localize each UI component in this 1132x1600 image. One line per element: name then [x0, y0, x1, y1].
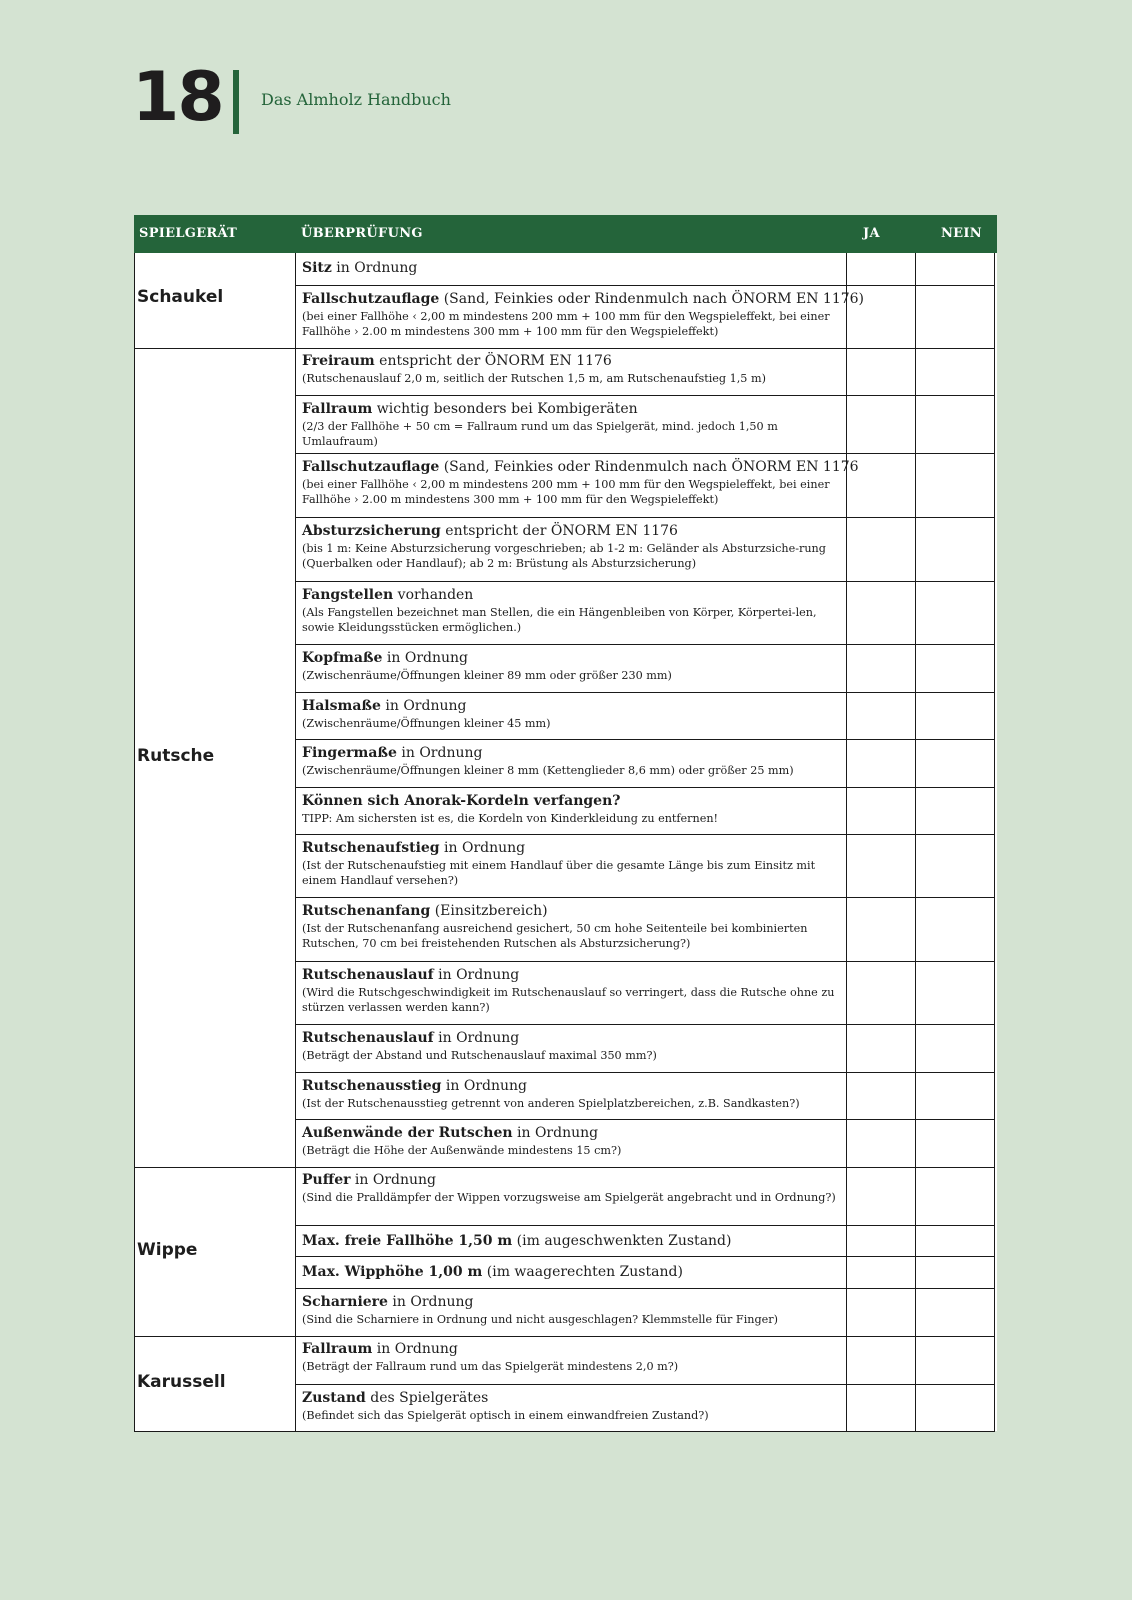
check-title-bold: Rutschenanfang: [302, 903, 431, 919]
check-title-rest: in Ordnung: [396, 745, 483, 761]
check-title-bold: Scharniere: [302, 1294, 388, 1310]
yes-checkbox-cell[interactable]: [846, 1336, 916, 1384]
check-title-bold: Max. freie Fallhöhe 1,50 m: [302, 1233, 513, 1249]
check-title: [302, 1124, 840, 1142]
check-note: (bei einer Fallhöhe ‹ 2,00 m mindestens 200 mm + 100 mm für den Wegspieleffekt, bei einer Fallhöhe › 2.00 m mindestens 300 mm + 100 mm für den Wegspieleffekt): [302, 478, 830, 506]
check-item: [302, 966, 840, 1015]
check-title-bold: Sitz: [302, 260, 332, 276]
no-checkbox-cell[interactable]: [915, 582, 995, 644]
check-item: [302, 458, 859, 507]
check-item: [302, 1077, 840, 1111]
no-checkbox-cell[interactable]: [915, 1226, 995, 1256]
check-item: [302, 1124, 840, 1158]
no-checkbox-cell[interactable]: [915, 1289, 995, 1336]
check-note: (Als Fangstellen bezeichnet man Stellen, die ein Hängenbleiben von Körper, Körpertei-len, sowie Kleidungsstücken ermöglichen.): [302, 606, 817, 634]
check-note: (Ist der Rutschenanfang ausreichend gesichert, 50 cm hohe Seitenteile bei kombinierten Rutschen, 70 cm bei freistehenden Rutschen als Absturzsicherung?): [302, 922, 808, 950]
check-title-bold: Fallraum: [302, 401, 373, 417]
check-title-bold: Außenwände der Rutschen: [302, 1125, 513, 1141]
check-item: [302, 1029, 840, 1063]
yes-checkbox-cell[interactable]: [846, 645, 916, 692]
check-title-bold: Rutschenauslauf: [302, 967, 434, 983]
check-title: [302, 1263, 840, 1281]
no-checkbox-cell[interactable]: [915, 693, 995, 739]
check-note: TIPP: Am sichersten ist es, die Kordeln von Kinderkleidung zu entfernen!: [302, 812, 719, 825]
yes-checkbox-cell[interactable]: [846, 1385, 916, 1431]
yes-checkbox-cell[interactable]: [846, 1226, 916, 1256]
check-item: [302, 1171, 840, 1205]
check-title: [302, 1077, 840, 1095]
check-title: [302, 1171, 840, 1189]
check-item: [302, 744, 840, 778]
check-title-rest: wichtig besonders bei Kombigeräten: [372, 401, 638, 417]
no-checkbox-cell[interactable]: [915, 898, 995, 961]
table-row: [296, 787, 994, 834]
device-label: Karussell: [137, 1371, 226, 1392]
yes-checkbox-cell[interactable]: [846, 835, 916, 897]
yes-checkbox-cell[interactable]: [846, 962, 916, 1024]
table-row: [296, 453, 994, 517]
table-header: [134, 215, 997, 253]
page-number: 18: [132, 58, 223, 137]
no-checkbox-cell[interactable]: [915, 1167, 995, 1225]
yes-checkbox-cell[interactable]: [846, 740, 916, 787]
check-title: [302, 290, 865, 308]
table-row: [296, 739, 994, 787]
yes-checkbox-cell[interactable]: [846, 396, 916, 453]
no-checkbox-cell[interactable]: [915, 253, 995, 285]
yes-checkbox-cell[interactable]: [846, 253, 916, 285]
check-title-rest: in Ordnung: [387, 1294, 474, 1310]
check-item: [302, 839, 840, 888]
no-checkbox-cell[interactable]: [915, 740, 995, 787]
check-note: (bis 1 m: Keine Absturzsicherung vorgeschrieben; ab 1-2 m: Geländer als Absturzsiche-rung (Querbalken oder Handlauf); ab 2 m: Brüstung als Absturzsicherung): [302, 542, 826, 570]
table-row: [296, 1256, 994, 1288]
check-title-bold: Rutschenausstieg: [302, 1078, 442, 1094]
check-title-rest: in Ordnung: [512, 1125, 599, 1141]
yes-checkbox-cell[interactable]: [846, 1289, 916, 1336]
check-note: (Befindet sich das Spielgerät optisch in einem einwandfreien Zustand?): [302, 1409, 709, 1422]
check-item: [302, 352, 840, 386]
check-title-bold: Können sich Anorak-Kordeln verfangen?: [302, 793, 621, 809]
check-note: (Wird die Rutschgeschwindigkeit im Rutschenauslauf so verringert, dass die Rutsche ohne zu stürzen verlassen werden kann?): [302, 986, 835, 1014]
check-title-rest: in Ordnung: [350, 1172, 437, 1188]
check-title: [302, 902, 840, 920]
check-item: [302, 1232, 840, 1250]
book-title: Das Almholz Handbuch: [261, 90, 451, 109]
check-title-bold: Freiraum: [302, 353, 375, 369]
table-row: [296, 961, 994, 1024]
check-note: (Ist der Rutschenaufstieg mit einem Handlauf über die gesamte Länge bis zum Einsitz mit einem Handlauf versehen?): [302, 859, 816, 887]
device-group: [134, 1167, 995, 1337]
yes-checkbox-cell[interactable]: [846, 788, 916, 834]
device-group: [134, 348, 995, 1168]
check-title: [302, 744, 840, 762]
check-note: (Beträgt der Fallraum rund um das Spielgerät mindestens 2,0 m?): [302, 1360, 679, 1373]
table-row: [296, 644, 994, 692]
check-title-bold: Rutschenauslauf: [302, 1030, 434, 1046]
check-title-rest: (im augeschwenkten Zustand): [512, 1233, 732, 1249]
table-row: [296, 1336, 994, 1384]
check-item: [302, 259, 840, 277]
no-checkbox-cell[interactable]: [915, 1385, 995, 1431]
check-title: [302, 400, 840, 418]
yes-checkbox-cell[interactable]: [846, 898, 916, 961]
table-row: [296, 348, 994, 395]
check-title-rest: entspricht der ÖNORM EN 1176: [440, 523, 678, 539]
column-header-no: NEIN: [941, 226, 982, 241]
check-title-bold: Fallraum: [302, 1341, 373, 1357]
device-label: Schaukel: [137, 286, 224, 307]
device-label: Rutsche: [137, 745, 215, 766]
check-title: [302, 458, 859, 476]
check-title-rest: vorhanden: [393, 587, 474, 603]
table-row: [296, 517, 994, 581]
check-title: [302, 586, 840, 604]
check-item: [302, 1293, 840, 1327]
check-item: [302, 697, 840, 731]
check-title-rest: in Ordnung: [380, 698, 467, 714]
check-title-bold: Fingermaße: [302, 745, 397, 761]
no-checkbox-cell[interactable]: [915, 645, 995, 692]
check-title-rest: (im waagerechten Zustand): [482, 1264, 683, 1280]
check-title-bold: Puffer: [302, 1172, 351, 1188]
table-row: [296, 897, 994, 961]
check-title: [302, 1029, 840, 1047]
device-label: Wippe: [137, 1239, 198, 1260]
yes-checkbox-cell[interactable]: [846, 1167, 916, 1225]
no-checkbox-cell[interactable]: [915, 1336, 995, 1384]
check-title-rest: (Sand, Feinkies oder Rindenmulch nach ÖNORM EN 1176): [439, 291, 865, 307]
header-divider: [233, 70, 239, 134]
check-title-rest: des Spielgerätes: [365, 1390, 489, 1406]
check-item: [302, 290, 865, 339]
table-row: [296, 253, 994, 285]
check-note: (Rutschenauslauf 2,0 m, seitlich der Rutschen 1,5 m, am Rutschenaufstieg 1,5 m): [302, 372, 766, 385]
no-checkbox-cell[interactable]: [915, 788, 995, 834]
check-title-rest: in Ordnung: [372, 1341, 458, 1357]
device-group: [134, 1336, 995, 1432]
check-note: (Zwischenräume/Öffnungen kleiner 8 mm (Kettenglieder 8,6 mm) oder größer 25 mm): [302, 764, 794, 777]
check-title-bold: Halsmaße: [302, 698, 381, 714]
check-note: (2/3 der Fallhöhe + 50 cm = Fallraum rund um das Spielgerät, mind. jedoch 1,50 m Umlaufraum): [302, 420, 778, 448]
table-body: [134, 253, 997, 1431]
check-title: [302, 792, 840, 810]
check-item: [302, 1389, 840, 1423]
no-checkbox-cell[interactable]: [915, 1120, 995, 1167]
check-title: [302, 839, 840, 857]
inspection-table: [134, 215, 997, 1456]
table-row: [296, 1167, 994, 1225]
table-row: [296, 1225, 994, 1256]
check-title-rest: (Einsitzbereich): [430, 903, 548, 919]
yes-checkbox-cell[interactable]: [846, 1257, 916, 1288]
check-title-bold: Fangstellen: [302, 587, 394, 603]
table-row: [296, 834, 994, 897]
check-note: (bei einer Fallhöhe ‹ 2,00 m mindestens 200 mm + 100 mm für den Wegspieleffekt, bei einer Fallhöhe › 2.00 m mindestens 300 mm + 100 mm für den Wegspieleffekt): [302, 310, 830, 338]
table-row: [296, 285, 994, 348]
check-note: (Sind die Pralldämpfer der Wippen vorzugsweise am Spielgerät angebracht und in Ordnung?): [302, 1191, 836, 1204]
check-title-rest: (Sand, Feinkies oder Rindenmulch nach ÖNORM EN 1176: [439, 459, 859, 475]
check-item: [302, 902, 840, 951]
check-title: [302, 1340, 840, 1358]
check-note: (Zwischenräume/Öffnungen kleiner 89 mm oder größer 230 mm): [302, 669, 672, 682]
yes-checkbox-cell[interactable]: [846, 1120, 916, 1167]
check-note: (Beträgt die Höhe der Außenwände mindestens 15 cm?): [302, 1144, 622, 1157]
check-title-bold: Absturzsicherung: [302, 523, 441, 539]
yes-checkbox-cell[interactable]: [846, 286, 916, 348]
yes-checkbox-cell[interactable]: [846, 693, 916, 739]
check-title-rest: in Ordnung: [441, 1078, 527, 1094]
no-checkbox-cell[interactable]: [915, 1257, 995, 1288]
yes-checkbox-cell[interactable]: [846, 1073, 916, 1119]
check-title: [302, 259, 840, 277]
check-title: [302, 352, 840, 370]
yes-checkbox-cell[interactable]: [846, 1025, 916, 1072]
yes-checkbox-cell[interactable]: [846, 518, 916, 581]
table-row: [296, 1119, 994, 1167]
check-title: [302, 697, 840, 715]
table-row: [296, 1384, 994, 1431]
no-checkbox-cell[interactable]: [915, 1025, 995, 1072]
check-title-rest: in Ordnung: [382, 650, 468, 666]
check-note: (Zwischenräume/Öffnungen kleiner 45 mm): [302, 717, 551, 730]
check-title: [302, 1232, 840, 1250]
table-row: [296, 581, 994, 644]
check-item: [302, 792, 840, 826]
check-note: (Ist der Rutschenausstieg getrennt von anderen Spielplatzbereichen, z.B. Sandkasten?): [302, 1097, 800, 1110]
no-checkbox-cell[interactable]: [915, 1073, 995, 1119]
check-title-bold: Fallschutzauflage: [302, 291, 440, 307]
check-title: [302, 1389, 840, 1407]
table-row: [296, 692, 994, 739]
no-checkbox-cell[interactable]: [915, 348, 995, 395]
no-checkbox-cell[interactable]: [915, 518, 995, 581]
no-checkbox-cell[interactable]: [915, 286, 995, 348]
column-header-device: SPIELGERÄT: [139, 226, 238, 241]
check-title: [302, 649, 840, 667]
check-title-rest: in Ordnung: [433, 967, 520, 983]
table-row: [296, 395, 994, 453]
column-header-check: ÜBERPRÜFUNG: [301, 226, 423, 241]
table-row: [296, 1024, 994, 1072]
check-title-bold: Kopfmaße: [302, 650, 383, 666]
check-item: [302, 522, 840, 571]
check-title-rest: entspricht der ÖNORM EN 1176: [374, 353, 612, 369]
check-title-bold: Rutschenaufstieg: [302, 840, 440, 856]
check-item: [302, 400, 840, 449]
check-item: [302, 649, 840, 683]
check-title-rest: in Ordnung: [439, 840, 526, 856]
yes-checkbox-cell[interactable]: [846, 582, 916, 644]
table-row: [296, 1072, 994, 1119]
check-note: (Beträgt der Abstand und Rutschenauslauf maximal 350 mm?): [302, 1049, 657, 1062]
no-checkbox-cell[interactable]: [915, 835, 995, 897]
check-title: [302, 1293, 840, 1311]
check-title: [302, 966, 840, 984]
check-title-bold: Fallschutzauflage: [302, 459, 440, 475]
check-item: [302, 1340, 840, 1374]
check-title-bold: Zustand: [302, 1390, 366, 1406]
check-title-rest: in Ordnung: [433, 1030, 520, 1046]
no-checkbox-cell[interactable]: [915, 962, 995, 1024]
check-item: [302, 586, 840, 635]
yes-checkbox-cell[interactable]: [846, 348, 916, 395]
check-title-rest: in Ordnung: [331, 260, 418, 276]
column-header-yes: JA: [863, 226, 880, 241]
check-title: [302, 522, 840, 540]
check-item: [302, 1263, 840, 1281]
table-row: [296, 1288, 994, 1336]
check-title-bold: Max. Wipphöhe 1,00 m: [302, 1264, 483, 1280]
no-checkbox-cell[interactable]: [915, 396, 995, 453]
check-note: (Sind die Scharniere in Ordnung und nicht ausgeschlagen? Klemmstelle für Finger): [302, 1313, 778, 1326]
device-group: [134, 253, 995, 349]
yes-checkbox-cell[interactable]: [846, 454, 916, 517]
no-checkbox-cell[interactable]: [915, 454, 995, 517]
